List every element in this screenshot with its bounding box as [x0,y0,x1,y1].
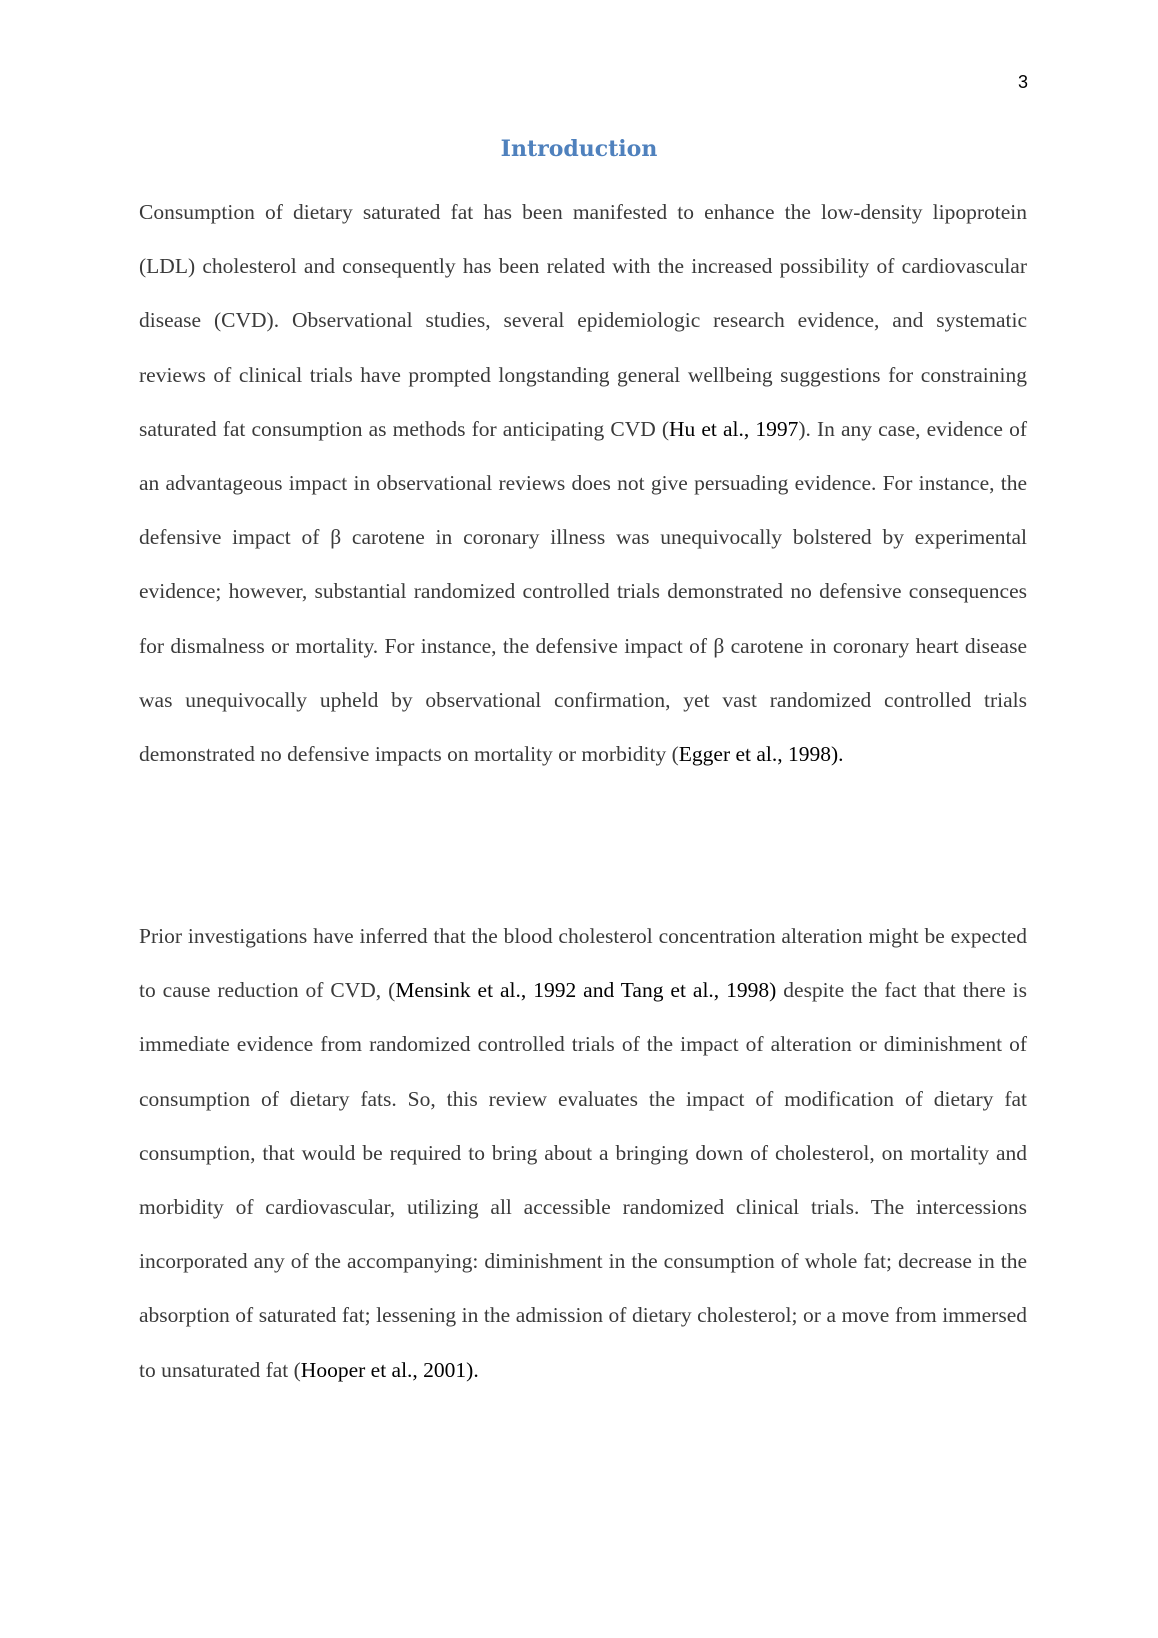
citation-hooper-2001: Hooper et al., 2001). [300,1357,479,1382]
paragraph-2-text-b: despite the fact that there is immediate evidence from randomized controlled trials of the impact of alteration or diminishment of consumption of dietary fats. So, this review evaluates the impact of modification of dietary fat consumption, that would be required to bring about a bringing down of cholesterol, on mortality and morbidity of cardiovascular, utilizing all accessible randomized clinical trials. The intercessions incorporated any of the accompanying: diminishment in the consumption of whole fat; decrease in the absorption of saturated fat; lessening in the admission of dietary cholesterol; or a move from immersed to unsaturated fat ( [139,978,1028,1382]
citation-hu-1997: Hu et al., 1997 [669,416,799,441]
paragraph-2-text-a: Prior investigations have inferred that the blood cholesterol concentration alteration might be expected to cause reduction of CVD, ( [139,924,1027,1003]
paragraph-1-text-b: ). In any case, evidence of an advantageous impact in observational reviews does not give persuading evidence. For instance, the defensive impact of β carotene in coronary illness was unequivocally bolstered by experimental evidence; however, substantial randomized controlled trials demonstrated no defensive consequences for dismalness or mortality. For instance, the defensive impact of β carotene in coronary heart disease was unequivocally upheld by observational confirmation, yet vast randomized controlled trials demonstrated no defensive impacts on mortality or morbidity ( [139,416,1027,767]
section-heading: Introduction [500,136,658,162]
paragraph-2 [139,909,1027,1397]
paragraph-1-text-a: Consumption of dietary saturated fat has been manifested to enhance the low-density lipoprotein (LDL) cholesterol and consequently has been related with the increased possibility of cardiovascular disease (CVD). Observational studies, several epidemiologic research evidence, and systematic reviews of clinical trials have prompted longstanding general wellbeing suggestions for constraining saturated fat consumption as methods for anticipating CVD ( [139,200,1027,441]
citation-egger-1998: Egger et al., 1998). [678,742,844,767]
paragraph-1 [139,185,1027,781]
citation-mensink-tang: Mensink et al., 1992 and Tang et al., 1998) [395,978,777,1003]
page-number: 3 [1017,72,1028,92]
